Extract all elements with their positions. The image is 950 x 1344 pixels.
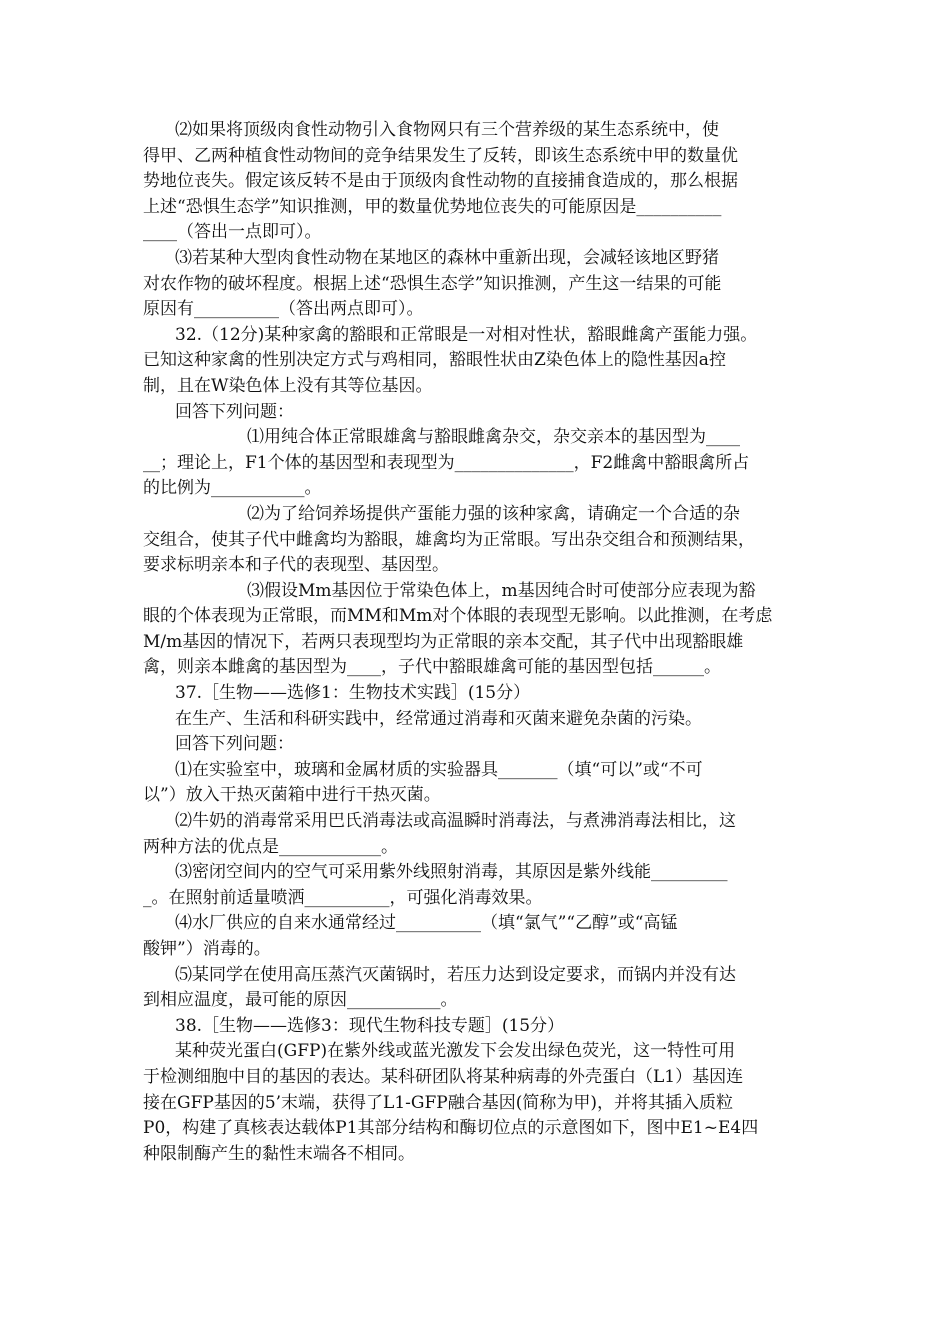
text-line: 37.［生物——选修1：生物技术实践］(15分） [175,683,531,704]
text-line: ⑵如果将顶级肉食性动物引入食物网只有三个营养级的某生态系统中，使 [175,120,719,140]
text-line: 于检测细胞中目的基因的表达。某科研团队将某种病毒的外壳蛋白（L1）基因连 [143,1066,744,1087]
text-line: ____（答出一点即可）。 [143,222,322,243]
text-line: ⑶假设Mm基因位于常染色体上，m基因纯合时可使部分应表现为豁 [247,580,756,601]
text-line: 原因有__________（答出两点即可）。 [143,299,424,320]
text-line: P0，构建了真核表达载体P1其部分结构和酶切位点的示意图如下，图中E1~E4四 [143,1118,759,1139]
text-line: 眼的个体表现为正常眼，而MM和Mm对个体眼的表现型无影响。以此推测，在考虑 [143,606,773,627]
text-line: 禽，则亲本雌禽的基因型为____，子代中豁眼雄禽可能的基因型包括______。 [143,657,721,678]
text-line: __；理论上，F1个体的基因型和表现型为______________，F2雌禽中豁眼禽所占 [143,452,750,473]
text-line: 得甲、乙两种植食性动物间的竞争结果发生了反转，即该生态系统中甲的数量优 [143,145,738,166]
text-line: 在生产、生活和科研实践中，经常通过消毒和灭菌来避免杂菌的污染。 [175,708,702,729]
text-line: 回答下列问题： [175,734,294,755]
text-line: 制，且在W染色体上没有其等位基因。 [143,375,433,396]
text-line: 的比例为___________。 [143,478,322,499]
text-line: 38.［生物——选修3：现代生物科技专题］(15分） [175,1015,565,1036]
text-line: 两种方法的优点是____________。 [143,836,398,857]
text-line: ⑸某同学在使用高压蒸汽灭菌锅时，若压力达到设定要求，而锅内并没有达 [175,964,736,985]
text-line: ⑷水厂供应的自来水通常经过__________（填“氯气”“乙醇”或“高锰 [175,913,678,934]
text-line: ⑴用纯合体正常眼雄禽与豁眼雌禽杂交，杂交亲本的基因型为____ [247,427,740,448]
text-line: 回答下列问题： [175,401,294,422]
text-line: 已知这种家禽的性别决定方式与鸡相同，豁眼性状由Z染色体上的隐性基因a控 [143,350,726,371]
text-line: 势地位丧失。假定该反转不是由于顶级肉食性动物的直接捕食造成的，那么根据 [143,171,738,192]
document-page [143,118,811,1167]
text-line: ⑵牛奶的消毒常采用巴氏消毒法或高温瞬时消毒法，与煮沸消毒法相比，这 [175,811,736,832]
text-line: 酸钾”）消毒的。 [143,939,271,959]
text-line: 上述“恐惧生态学”知识推测，甲的数量优势地位丧失的可能原因是__________ [143,196,722,217]
text-line: ⑶密闭空间内的空气可采用紫外线照射消毒，其原因是紫外线能_________ [175,862,728,883]
text-line: 某种荧光蛋白(GFP)在紫外线或蓝光激发下会发出绿色荧光，这一特性可用 [175,1041,736,1062]
text-line: ⑵为了给饲养场提供产蛋能力强的该种家禽，请确定一个合适的杂 [247,503,740,524]
text-line: 32.（12分)某种家禽的豁眼和正常眼是一对相对性状，豁眼雌禽产蛋能力强。 [175,324,758,345]
text-line: 对农作物的破坏程度。根据上述“恐惧生态学”知识推测，产生这一结果的可能 [143,273,722,294]
text-line: 接在GFP基因的5’末端，获得了L1-GFP融合基因(简称为甲)，并将其插入质粒 [143,1092,733,1113]
text-line: ⑴在实验室中，玻璃和金属材质的实验器具_______（填“可以”或“不可 [175,759,703,780]
text-line: 要求标明亲本和子代的表现型、基因型。 [143,555,449,576]
text-line: 到相应温度，最可能的原因___________。 [143,990,458,1011]
text-line: _。在照射前适量喷洒__________，可强化消毒效果。 [143,887,543,908]
text-line: 以”）放入干热灭菌箱中进行干热灭菌。 [143,785,441,806]
text-line: 种限制酶产生的黏性末端各不相同。 [143,1143,415,1164]
text-line: M/m基因的情况下，若两只表现型均为正常眼的亲本交配，其子代中出现豁眼雄 [143,631,744,652]
text-line: 交组合，使其子代中雌禽均为豁眼，雄禽均为正常眼。写出杂交组合和预测结果， [143,529,755,550]
text-line: ⑶若某种大型肉食性动物在某地区的森林中重新出现，会减轻该地区野猪 [175,247,719,268]
